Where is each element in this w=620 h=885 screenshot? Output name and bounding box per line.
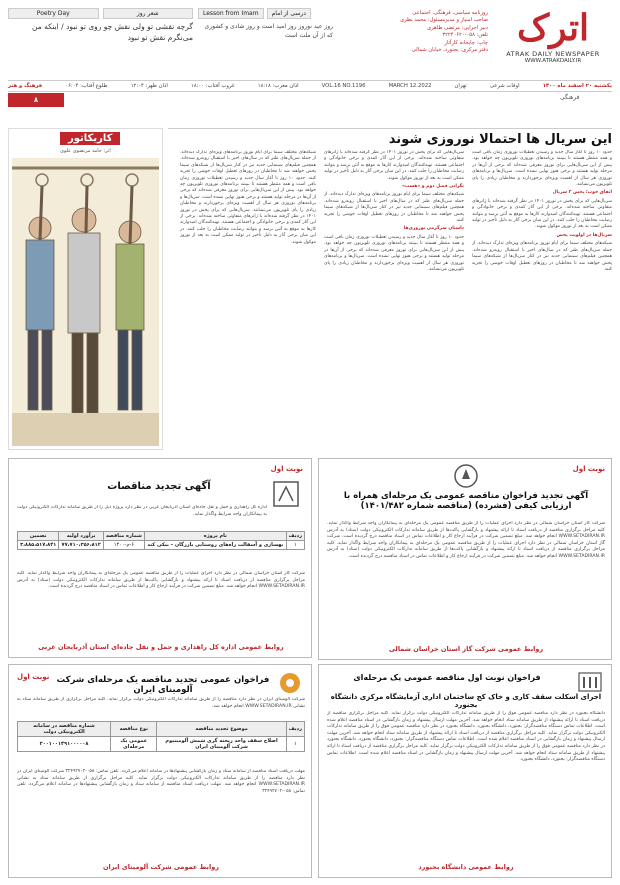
article-subhead: سریال‌ها در اولویت پخش xyxy=(556,232,612,238)
article-column xyxy=(472,150,612,446)
ad-body-text: مهلت دریافت اسناد مناقصه از سامانه ستاد و زمان بازگشایی پیشنهادها در سامانه اعلام می‌گردد. تلفن تماس: ۰۵۸-۳۲۴۹۲۷۰۲ xyxy=(17,782,305,794)
info-city: تهران xyxy=(454,83,467,89)
info-item: اذان مغرب: ۱۸:۱۸ xyxy=(257,83,299,89)
ad-table xyxy=(17,531,305,550)
table-cell: اصلاح سقف واحد ریخته گری شمش آلومینیوم شرکت آلومینای ایران xyxy=(157,737,286,752)
table-row xyxy=(18,737,305,752)
ad-body-text: دانشگاه بجنورد در نظر دارد مناقصه عمومی فوق را از طریق سامانه تدارکات الکترونیکی دولت برگزار نماید. کلیه مراحل برگزاری مناقصه از دریافت اسناد تا ارائه پیشنهاد از طریق سامانه ستاد انجام خواهد شد. آخرین مهلت ارسال پیشنهاد و زمان بازگشایی در اسناد مناقصه اعلام شده است. اطلاعات تماس دستگاه مناقصه‌گزار: بجنورد، دانشگاه بجنورد. xyxy=(327,737,605,763)
table-cell: ۳،۸۸۵،۵۱۷،۸۴۱ xyxy=(18,541,59,550)
section-label: فرهنگی xyxy=(560,94,580,101)
article-column xyxy=(324,150,464,446)
ad-badge: نوبت اول xyxy=(270,465,303,473)
article-paragraph: حدود ۱۰ روز تا آغاز سال جدید و رسیدن تعطیلات نوروزی زمان باقی است و همه منتظر هستند تا ببینند برنامه‌های نوروزی تلویزیون چه خواهد بود. پیش از این سریال‌هایی برای نوروز معرفی شده‌اند که برخی از آن‌ها در مرحله تولید هستند و برخی هنوز نهایی نشده است. سریال‌ها و برنامه‌های نوروزی هر سال از اهمیت ویژه‌ای برخوردارند و مخاطبان زیادی را پای تلویزیون می‌نشانند. xyxy=(324,234,464,272)
article-paragraph: سریال‌هایی که برای پخش در نوروز ۱۴۰۱ در نظر گرفته شده‌اند با ژانرهای متفاوتی ساخته شده‌اند. برخی از این آثار کمدی و برخی خانوادگی و اجتماعی هستند. تهیه‌کنندگان امیدوارند کارها به موقع به آنتن برسد و بتوانند رضایت مخاطبان را جلب کنند. در این میان برخی آثار به دلیل تأخیر در تولید ممکن است به بعد از نوروز موکول شوند. xyxy=(324,150,464,181)
imprint-line: صاحب امتیاز و مدیرمسئول: محمد نظری xyxy=(400,17,488,24)
ad-badge: نوبت اول xyxy=(17,673,50,681)
alumina-logo-icon xyxy=(277,671,303,695)
ad-title[interactable]: آگهی تجدید مناقصات xyxy=(107,481,211,492)
table-header: شماره مناقصه xyxy=(103,532,144,541)
logo-url[interactable]: WWW.ATRAKDAILY.IR xyxy=(524,58,582,64)
table-header: برآورد اولیه xyxy=(59,532,103,541)
table-header: نوع مناقصه xyxy=(111,722,157,737)
lesson-text: روز عید نوروز روز امید است و روز شادی و کشوری که از آن ملت است xyxy=(204,23,333,39)
imprint-line: تلفن: ۰۵۸-۳۲۲۴۰۶۲۰ xyxy=(442,32,488,39)
logo-text: اترک xyxy=(516,7,590,49)
ad-subtitle: اجرای اسکلت سقف کاری و خاک کج ساختمان اداری آزمایشگاه مرکزی دانشگاه بجنورد xyxy=(330,693,602,709)
cartoon-artist: اثر: حامد مرتضوی علوی xyxy=(60,148,111,154)
ad-body-text: دانشگاه بجنورد در نظر دارد مناقصه عمومی فوق را از طریق سامانه تدارکات الکترونیکی دولت برگزار نماید. کلیه مراحل برگزاری مناقصه از دریافت اسناد تا ارائه پیشنهاد از طریق سامانه ستاد انجام خواهد شد. آخرین مهلت ارسال پیشنهاد و زمان بازگشایی در اسناد مناقصه اعلام شده است. اطلاعات تماس دستگاه مناقصه‌گزار: بجنورد، دانشگاه بجنورد. xyxy=(327,711,605,730)
cartoon-title: کاریکاتور xyxy=(60,132,120,145)
ad-gas-company xyxy=(318,458,612,660)
cartoon-drawing-icon xyxy=(12,158,159,446)
table-header: شماره مناقصه در سامانه الکترونیکی دولت xyxy=(18,722,111,737)
header-lesson-box xyxy=(198,8,333,68)
lesson-tab-fa: درسی از امام xyxy=(267,8,311,19)
poetry-tab-fa: شعر روز xyxy=(103,8,194,19)
ad-body xyxy=(327,521,605,641)
table-cell: بهسازی و آسفالت راه‌های روستایی بازرگان – نیکی کند xyxy=(145,541,287,550)
article-paragraph: شبکه‌های مختلف سیما برای ایام نوروز برنامه‌های ویژه‌ای تدارک دیده‌اند. از جمله سریال‌های طنز که در سال‌های اخیر با استقبال روبه‌رو شده‌اند. همچنین فیلم‌های سینمایی جدید نیز در کنار سریال‌ها از شبکه‌های سیما پخش خواهند شد تا مخاطبان در روزهای تعطیل اوقات خوشی را تجربه کنند. xyxy=(324,192,464,224)
article-subhead: داستان سرگرمی نوروزی‌ها xyxy=(403,226,464,232)
info-item: اذان ظهر: ۱۲:۰۴ xyxy=(130,83,168,89)
imprint-line: دفتر مرکزی: بجنورد، خیابان شمالی xyxy=(411,47,488,54)
article-title[interactable]: این سریال ها احتمالا نوروزی شوند xyxy=(388,132,612,147)
ad-body xyxy=(327,711,605,857)
article-column xyxy=(180,150,316,446)
imprint-line: دبیر اجرایی: مرتضی طاهری xyxy=(427,24,488,31)
table-cell: ۲۰۰۱۰۰۱۴۹۱۰۰۰۰۰۸ xyxy=(18,737,111,752)
ad-footer: روابط عمومی دانشگاه بجنورد xyxy=(418,863,514,871)
ad-title[interactable]: فراخوان نوبت اول مناقصه عمومی یک مرحله‌ای xyxy=(353,673,541,682)
article-paragraph: حدود ۱۰ روز تا آغاز سال جدید و رسیدن تعطیلات نوروزی زمان باقی است و همه منتظر هستند تا ببینند برنامه‌های نوروزی تلویزیون چه خواهد بود. پیش از این سریال‌هایی برای نوروز معرفی شده‌اند که برخی از آن‌ها در مرحله تولید هستند و برخی هنوز نهایی نشده است. سریال‌ها و برنامه‌های نوروزی هر سال از اهمیت ویژه‌ای برخوردارند و مخاطبان زیادی را پای تلویزیون می‌نشانند. xyxy=(180,175,316,213)
info-item: VOL.16 NO.1196 xyxy=(321,83,366,89)
table-header: موضوع تجدید مناقصه xyxy=(157,722,286,737)
gas-company-logo-icon xyxy=(451,463,481,489)
article-paragraph: سریال‌هایی که برای پخش در نوروز ۱۴۰۱ در نظر گرفته شده‌اند با ژانرهای متفاوتی ساخته شده‌اند. برخی از این آثار کمدی و برخی خانوادگی و اجتماعی هستند. تهیه‌کنندگان امیدوارند کارها به موقع به آنتن برسد و بتوانند رضایت مخاطبان را جلب کنند. در این میان برخی آثار به دلیل تأخیر در تولید ممکن است به بعد از نوروز موکول شوند. xyxy=(472,198,612,230)
table-cell: ۶-م-۱۴۰۰ xyxy=(103,541,144,550)
table-header: نام پروژه xyxy=(145,532,287,541)
table-cell: ۷۷،۷۱۰،۳۵۶،۸۱۲ xyxy=(59,541,103,550)
ad-body-text: شرکت گاز استان خراسان شمالی در نظر دارد اجرای عملیات را از طریق مناقصه عمومی یک مرحله‌ای به پیمانکاران واجد شرایط واگذار نماید. کلیه مراحل برگزاری مناقصه از دریافت اسناد تا ارائه پیشنهاد و بازگشایی پاکت‌ها از طریق سامانه تدارکات الکترونیکی دولت (ستاد) به آدرس WWW.SETADIRAN.IR انجام خواهد شد. مبلغ تضمین شرکت در فرآیند ارجاع کار و اطلاعات تماس در اسناد مناقصه درج گردیده است. xyxy=(327,521,605,540)
cartoon-image xyxy=(12,158,159,446)
ad-road-administration xyxy=(8,458,312,658)
ad-body-text: شرکت آلومینای ایران در نظر دارد مناقصه را از طریق سامانه تدارکات الکترونیکی دولت برگزار نماید. کلیه مراحل برگزاری از طریق سامانه ستاد به نشانی WWW.SETADIRAN.IR انجام خواهد شد. xyxy=(17,769,305,788)
table-header: ردیف xyxy=(286,532,304,541)
poetry-text: گرچه نقشی تو ولی نقش چو روی تو نبود / اینکه من می‌نگرم نقش تو نبود xyxy=(32,22,193,42)
page-number: ۸ xyxy=(8,93,64,107)
table-row xyxy=(18,541,305,550)
ad-table xyxy=(17,721,305,752)
imprint xyxy=(338,10,488,68)
ad-body xyxy=(17,769,305,857)
header-poetry-box xyxy=(8,8,193,68)
ad-footer: روابط عمومی شرکت آلومینای ایران xyxy=(103,863,219,871)
ad-body-text: مهلت دریافت اسناد مناقصه از سامانه ستاد و زمان بازگشایی پیشنهادها در سامانه اعلام می‌گردد. تلفن تماس: ۰۵۸-۳۲۴۹۲۷۰۲ xyxy=(65,769,305,774)
university-logo-icon xyxy=(577,671,603,693)
road-admin-logo-icon xyxy=(271,479,301,509)
article-paragraph: حدود ۱۰ روز تا آغاز سال جدید و رسیدن تعطیلات نوروزی زمان باقی است و همه منتظر هستند تا ببینند برنامه‌های نوروزی تلویزیون چه خواهد بود. پیش از این سریال‌هایی برای نوروز معرفی شده‌اند که برخی از آن‌ها در مرحله تولید هستند و برخی هنوز نهایی نشده است. سریال‌ها و برنامه‌های نوروزی هر سال از اهمیت ویژه‌ای برخوردارند و مخاطبان زیادی را پای تلویزیون می‌نشانند. xyxy=(472,150,612,188)
info-date: یکشنبه ۲۰ اسفند ماه ۱۴۰۰ xyxy=(542,83,612,89)
table-header: تضمین xyxy=(18,532,59,541)
article-subhead: اتفاق خوب؛ پخش ۲ سریال xyxy=(552,190,612,196)
info-bar xyxy=(8,80,612,92)
ad-title[interactable]: فراخوان عمومی تجدید مناقصه یک مرحله‌ای شرکت آلومینای ایران xyxy=(56,675,270,695)
article-paragraph: شبکه‌های مختلف سیما برای ایام نوروز برنامه‌های ویژه‌ای تدارک دیده‌اند. از جمله سریال‌های طنز که در سال‌های اخیر با استقبال روبه‌رو شده‌اند. همچنین فیلم‌های سینمایی جدید نیز در کنار سریال‌ها از شبکه‌های سیما پخش خواهند شد تا مخاطبان در روزهای تعطیل اوقات خوشی را تجربه کنند. xyxy=(180,150,316,181)
newspaper-logo[interactable] xyxy=(494,6,612,78)
section-name: فرهنگ و هنر xyxy=(8,83,43,89)
ad-alumina xyxy=(8,664,312,878)
ad-body: اداره کل راهداری و حمل و نقل جاده‌ای استان آذربایجان غربی در نظر دارد پروژه ذیل را از طریق سامانه تدارکات الکترونیکی دولت به پیمانکاران واجد شرایط واگذار نماید. xyxy=(17,505,267,517)
ad-badge: نوبت اول xyxy=(572,465,605,473)
ad-body-text: شرکت گاز استان خراسان شمالی در نظر دارد اجرای عملیات را از طریق مناقصه عمومی یک مرحله‌ای به پیمانکاران واجد شرایط واگذار نماید. کلیه مراحل برگزاری مناقصه از دریافت اسناد تا ارائه پیشنهاد و بازگشایی پاکت‌ها از طریق سامانه تدارکات الکترونیکی دولت (ستاد) به آدرس WWW.SETADIRAN.IR انجام خواهد شد. مبلغ تضمین شرکت در فرآیند ارجاع کار و اطلاعات تماس در اسناد مناقصه درج گردیده است. xyxy=(327,534,605,559)
ad-body-text: دانشگاه بجنورد در نظر دارد مناقصه عمومی فوق را از طریق سامانه تدارکات الکترونیکی دولت برگزار نماید. کلیه مراحل برگزاری مناقصه از دریافت اسناد تا ارائه پیشنهاد از طریق سامانه ستاد انجام خواهد شد. آخرین مهلت ارسال پیشنهاد و زمان بازگشایی در اسناد مناقصه اعلام شده است. اطلاعات تماس دستگاه مناقصه‌گزار: بجنورد، دانشگاه بجنورد. xyxy=(327,724,605,743)
info-sharia: اوقات شرعی xyxy=(489,83,520,89)
ad-body xyxy=(17,571,305,637)
article-paragraph: شبکه‌های مختلف سیما برای ایام نوروز برنامه‌های ویژه‌ای تدارک دیده‌اند. از جمله سریال‌های طنز که در سال‌های اخیر با استقبال روبه‌رو شده‌اند. همچنین فیلم‌های سینمایی جدید نیز در کنار سریال‌ها از شبکه‌های سیما پخش خواهند شد تا مخاطبان در روزهای تعطیل اوقات خوشی را تجربه کنند. xyxy=(472,241,612,272)
ad-body-text: شرکت گاز استان خراسان شمالی در نظر دارد اجرای عملیات را از طریق مناقصه عمومی یک مرحله‌ای به پیمانکاران واجد شرایط واگذار نماید. کلیه مراحل برگزاری مناقصه از دریافت اسناد تا ارائه پیشنهاد و بازگشایی پاکت‌ها از طریق سامانه تدارکات الکترونیکی دولت (ستاد) به آدرس WWW.SETADIRAN.IR انجام خواهد شد. مبلغ تضمین شرکت در فرآیند ارجاع کار و اطلاعات تماس در اسناد مناقصه درج گردیده است. xyxy=(17,571,305,590)
ad-title[interactable]: آگهی تجدید فراخوان مناقصه عمومی یک مرحله‌ای همراه با ارزیابی کیفی (فشرده) (مناقصه شماره ۱۴۰۱/۴۸۲) xyxy=(343,491,589,511)
table-header: ردیف xyxy=(286,722,304,737)
info-item: غروب آفتاب: ۱۸:۰۰ xyxy=(190,83,235,89)
imprint-line: روزنامه سیاسی، فرهنگی، اجتماعی xyxy=(412,10,488,16)
table-cell: عمومی یک مرحله‌ای xyxy=(111,737,157,752)
ad-body: شرکت آلومینای ایران در نظر دارد مناقصه را از طریق سامانه تدارکات الکترونیکی دولت برگزار نماید. کلیه مراحل برگزاری از طریق سامانه ستاد به نشانی WWW.SETADIRAN.IR انجام خواهد شد. xyxy=(17,697,305,709)
ad-university xyxy=(318,664,612,878)
lesson-tab-en: Lesson from Imam xyxy=(198,8,264,19)
table-cell: ۱ xyxy=(286,737,304,752)
logo-english: ATRAK DAILY NEWSPAPER xyxy=(506,50,600,58)
table-cell: ۱ xyxy=(286,541,304,550)
poetry-tab-en: Poetry Day xyxy=(8,8,99,19)
article-paragraph: سریال‌هایی که برای پخش در نوروز ۱۴۰۱ در نظر گرفته شده‌اند با ژانرهای متفاوتی ساخته شده‌اند. برخی از این آثار کمدی و برخی خانوادگی و اجتماعی هستند. تهیه‌کنندگان امیدوارند کارها به موقع به آنتن برسد و بتوانند رضایت مخاطبان را جلب کنند. در این میان برخی آثار به دلیل تأخیر در تولید ممکن است به بعد از نوروز موکول شوند. xyxy=(180,207,316,245)
info-item: MARCH 12.2022 xyxy=(388,83,432,89)
imprint-line: چاپ: چاپخانه کارآثار xyxy=(444,39,488,46)
article-subhead: نگرانی فصل دوم و «هست» xyxy=(401,184,464,190)
ad-footer: روابط عمومی اداره کل راهداری و حمل و نقل جاده‌ای استان آذربایجان غربی xyxy=(38,643,284,651)
info-item: طلوع آفتاب: ۰۶:۰۴ xyxy=(65,83,108,89)
ad-footer: روابط عمومی شرکت گاز استان خراسان شمالی xyxy=(388,645,544,653)
